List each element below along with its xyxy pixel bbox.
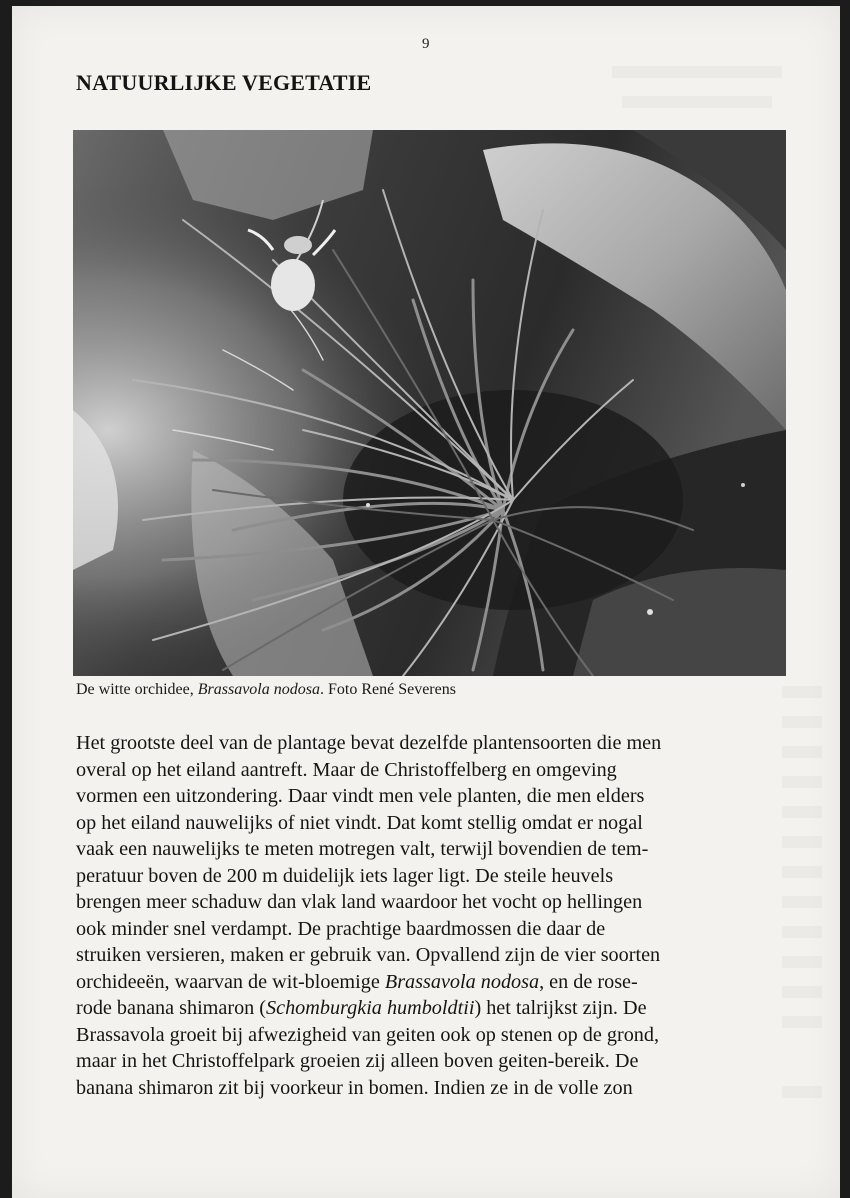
- body-text-segment: ) het talrijkst zijn. De: [474, 997, 647, 1019]
- body-line: [76, 1022, 796, 1049]
- page-number: 9: [422, 36, 430, 52]
- body-text-segment: rode banana shimaron (: [76, 997, 267, 1019]
- body-text-segment: overal op het eiland aantreft. Maar de Christoffelberg en omgeving: [76, 758, 617, 781]
- body-line: [76, 730, 796, 757]
- body-line: [76, 916, 796, 943]
- body-line: [76, 1048, 796, 1075]
- orchid-photo-illustration: [73, 130, 786, 676]
- caption-credit: . Foto René Severens: [319, 681, 456, 698]
- species-name: Schomburgkia humboldtii: [266, 997, 475, 1019]
- body-text-segment: , en de rose-: [539, 970, 638, 993]
- body-text-segment: vormen een uitzondering. Daar vindt men vele planten, die men elders: [76, 785, 645, 807]
- document-page: [12, 6, 840, 1198]
- body-line: [76, 757, 796, 784]
- body-text-segment: orchideeën, waarvan de wit-bloemige: [76, 970, 385, 993]
- body-line: [76, 969, 796, 996]
- orchid-photo: [73, 130, 786, 676]
- body-line: [76, 889, 796, 916]
- body-text-segment: Brassavola groeit bij afwezigheid van geiten ook op stenen op de grond,: [76, 1023, 660, 1046]
- body-line: [76, 783, 796, 810]
- body-text-segment: struiken versieren, maken er gebruik van. Opvallend zijn de vier soorten: [76, 944, 661, 966]
- body-line: [76, 942, 796, 969]
- body-text-segment: vaak een nauwelijks te meten motregen valt, terwijl bovendien de tem-: [76, 838, 649, 860]
- body-text-segment: Het grootste deel van de plantage bevat dezelfde plantensoorten die men: [76, 732, 662, 754]
- body-line: [76, 836, 796, 863]
- body-text-segment: ook minder snel verdampt. De prachtige baardmossen die daar de: [76, 917, 606, 940]
- body-line: [76, 1075, 796, 1102]
- body-line: [76, 995, 796, 1022]
- body-text-segment: maar in het Christoffelpark groeien zij alleen boven geiten-bereik. De: [76, 1050, 639, 1072]
- species-name: Brassavola nodosa: [384, 970, 540, 993]
- body-paragraph: [76, 730, 796, 1101]
- body-text-segment: banana shimaron zit bij voorkeur in bomen. Indien ze in de volle zon: [76, 1076, 633, 1099]
- body-line: [76, 863, 796, 890]
- caption-prefix: De witte orchidee,: [76, 681, 198, 698]
- section-heading: NATUURLIJKE VEGETATIE: [76, 70, 372, 95]
- body-text-segment: brengen meer schaduw dan vlak land waardoor het vocht op hellingen: [76, 891, 643, 913]
- caption-species: Brassavola nodosa: [197, 681, 320, 698]
- photo-caption: [76, 681, 456, 699]
- body-text-segment: op het eiland nauwelijks of niet vindt. Dat komt stellig omdat er nogal: [76, 811, 643, 834]
- body-line: [76, 810, 796, 837]
- body-text-segment: peratuur boven de 200 m duidelijk iets lager ligt. De steile heuvels: [76, 864, 614, 887]
